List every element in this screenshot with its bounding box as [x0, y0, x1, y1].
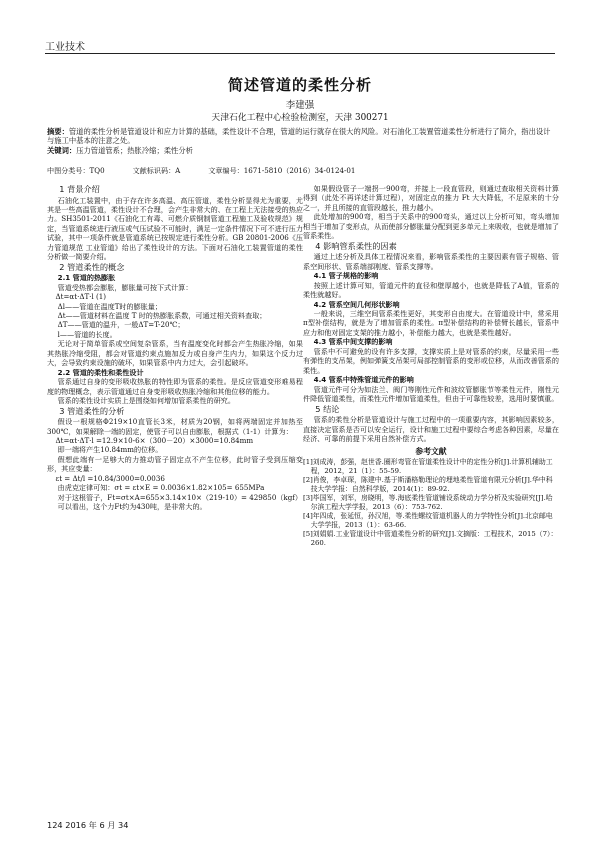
section-heading: 3 管道柔性的分析 — [59, 405, 125, 416]
paragraph: Δt——管道材料在温度 T 时的热膨胀系数，可通过相关资料查取； — [57, 311, 267, 321]
classification-row — [47, 166, 555, 176]
subsection-heading: 2.1 管道的热膨胀 — [57, 273, 116, 283]
paragraph: 假想此端有一足够大的力推动管子固定点不产生位移，此时管子受到压缩变形，其应变量： — [47, 454, 303, 474]
section-heading: 1 背景介绍 — [59, 184, 100, 194]
paragraph: 如果假设管子一端拐一900弯，并接上一段直管段，则通过查取相关资料计算得到（此处不再详述计算过程），对固定点的推力 Ft 大大降低，不足原来的十分之一，并且所接的直管段越长，推力越小。 — [303, 184, 559, 212]
reference-list — [303, 458, 559, 548]
reference-item: [5]刘娟娟.工业管道设计中管道柔性分析的研究[J].文摘版：工程技术，2015（7）：260. — [303, 529, 558, 547]
reference-item: [2]肖俊，李卓琛，陈建中.基于斯潘格勒理论的埋地柔性管道有限元分析[J].华中科技大学学报：自然科学版，2014(1)：89-92. — [303, 475, 553, 493]
reference-item: [1]刘成涛，彭强，赵世香.圈形弯管在管道柔性设计中的定性分析[J].计算机辅助工程，2012，21（1）：55-59. — [303, 457, 553, 475]
abstract — [47, 127, 555, 146]
equation: εt = Δt/l =10.84/3000=0.0036 — [55, 473, 165, 483]
paragraph: 管系的柔性分析是管道设计与施工过程中的一项重要内容，其影响因素较多，直接决定管系是否可以安全运行，设计和施工过程中要综合考虑各种因素，尽量在经济、可靠的前提下采用自然补偿方式。 — [303, 415, 559, 444]
right-column — [303, 184, 559, 548]
paper-title: 简述管道的柔性分析 — [227, 76, 372, 94]
clc-number: 中图分类号：TQ0 — [47, 166, 105, 175]
equation: Δt=αt·ΔT·l =12.9×10-6×（300－20）×3000=10.84mm — [55, 436, 254, 446]
paragraph: 通过上述分析及具体工程情况来看，影响管系柔性的主要因素有管子规格、管系空间形状、管系端部刚度、管系支撑等。 — [303, 252, 559, 271]
affiliation: 天津石化工程中心检验检测室，天津 300271 — [211, 113, 389, 123]
paragraph: 无论对于简单管系或空间复杂管系，当有温度变化时都会产生热胀冷缩，如果其热胀冷缩受阻，都会对管道约束点施加反力或自身产生内力，如果这个反力过大，会导致约束设施的破坏，如果管系中内力过大，会引起破坏。 — [47, 339, 303, 368]
left-column — [47, 184, 303, 512]
abstract-block — [47, 127, 555, 155]
paragraph: 按照上述计算可知，管道元件的直径和壁厚越小，也就是降低了A值，管系的柔性就越好。 — [303, 280, 559, 300]
paragraph: 一般来说，三维空间管系柔性更好，其变形自由度大。在管道设计中，常采用π型补偿结构，就是为了增加管系的柔性。π型补偿结构的补偿臂长越长，管系中应力和他对固定支架的推力越小，补偿能力越大，也就是柔性越好。 — [303, 309, 559, 337]
keywords-text: 压力管道管系；热胀冷缩；柔性分析 — [76, 145, 193, 155]
author: 李建强 — [285, 100, 315, 111]
article-number: 文章编号：1671-5810（2016）34-0124-01 — [208, 166, 356, 175]
equation: Δt=αt·ΔT·l (1) — [55, 292, 107, 302]
subsection-heading: 2.2 管道的柔性和柔性设计 — [57, 367, 144, 377]
paragraph: 管道受热都会膨胀，膨胀量可按下式计算： — [57, 282, 193, 292]
paragraph: ΔT——管道的温升，一般ΔT=T-20℃； — [57, 320, 185, 330]
subsection-heading: 4.1 管子规格的影响 — [313, 271, 379, 281]
paragraph: 假设一根规格Φ219×10直管长3米，材质为20钢，如将两端固定并加热至 300℃，如果解除一端的固定，使管子可以自由膨胀，根据式（1-1）计算为： — [47, 417, 303, 436]
paragraph: 可以看出，这个力Ft约为430吨，是非常大的。 — [57, 502, 207, 512]
subsection-heading: 4.3 管系中间支撑的影响 — [313, 337, 393, 347]
subsection-heading: 4.4 管系中特殊管道元件的影响 — [313, 375, 414, 385]
right-body — [303, 184, 559, 444]
paragraph: 管系中不可避免的设有许多支撑，支撑实质上是对管系的约束，尽量采用一些有弹性的支吊架，例如弹簧支吊架可局部控制管系的变形或位移，从而改善管系的柔性。 — [303, 346, 559, 375]
section-heading: 4 影响管系柔性的因素 — [315, 240, 397, 251]
paragraph: Δl——管道在温度T时的膨胀量； — [57, 301, 162, 311]
keywords-label: 关键词： — [47, 145, 77, 155]
paragraph: 对于这根管子，Ft=σt×A=655×3.14×10×（219-10）= 429850（kgf） — [57, 492, 302, 502]
paragraph: 管系通过自身的变形吸收热胀的特性即为管系的柔性。是反应管道变形难易程度的物理概念，表示管道通过自身变形吸收热胀冷缩和其他位移的能力。 — [47, 377, 303, 396]
keywords — [47, 146, 555, 155]
paragraph: 管系的柔性设计实质上是围绕如何增加管系柔性的研究。 — [57, 396, 235, 406]
reference-item: [4]年四成，张延恒，孙汉旭，等.柔性螺纹管道机器人的力学特性分析[J].北京邮电大学学报，2013（1）：63-66. — [303, 511, 553, 529]
section-heading: 2 管道柔性的概念 — [59, 261, 125, 272]
subsection-heading: 4.2 管系空间几何形状影响 — [313, 299, 400, 309]
paragraph: l——管道的长度。 — [57, 329, 117, 339]
header-rule — [45, 53, 555, 54]
reference-item: [3]毕国军，刘军，房晓明，等.海底柔性管道铺设系统动力学分析及实验研究[J].哈尔滨工程大学学报，2013（6）：753-762. — [303, 493, 553, 511]
page-footer: 124 2016 年 6 月 34 — [47, 820, 129, 830]
section-heading: 5 结论 — [315, 403, 340, 414]
paragraph: 由虎克定律可知：σt = εt×E = 0.0036×1.82×105= 655MPa — [57, 483, 265, 493]
paragraph: 此处增加的900弯，相当于关系中的900弯头，通过以上分析可知，弯头增加相当于增加了变形点，从而使部分膨胀量分配到更多单元上来吸收，也就是增加了管系柔性。 — [303, 212, 559, 241]
journal-section-header: 工业技术 — [45, 42, 85, 53]
paragraph: 即一端将产生10.84mm的位移。 — [57, 445, 163, 455]
paragraph: 管道元件可分为如法兰、阀门等刚性元件和波纹管膨胀节等柔性元件，刚性元件降低管道柔性，而柔性元件增加管道柔性，但由于可靠性较差，选用时要慎重。 — [303, 384, 559, 404]
references-heading: 参考文献 — [415, 446, 447, 456]
abstract-label: 摘要： — [47, 127, 69, 136]
document-code: 文献标识码：A — [132, 166, 181, 175]
abstract-text: 管道的柔性分析是管道设计和应力计算的基础，柔性设计不合理，管道的运行就存在很大的风险。对石油化工装置管道柔性分析进行了简介，指出设计与施工中基本的注意之处。 — [47, 127, 551, 146]
paragraph: 石油化工装置中，由于存在许多高温、高压管道，柔性分析显得尤为重要，尤其是一些高温管道，柔性设计不合理，会产生非常大的、在工程上无法接受的热应力。SH3501-2011《石油化工有毒、可燃介质钢制管道工程施工及验收规范》规定，当管道系统进行液压或气压试验不可能时，满足一定条件情况下可不进行压力试验，其中一项条件就是管道系统已按规定进行柔性分析。GB 20801-2006《压力管道规范 工业管道》给出了柔性设计的方法。下面对石油化工装置管道的柔性分析做一简要介绍。 — [47, 195, 303, 262]
